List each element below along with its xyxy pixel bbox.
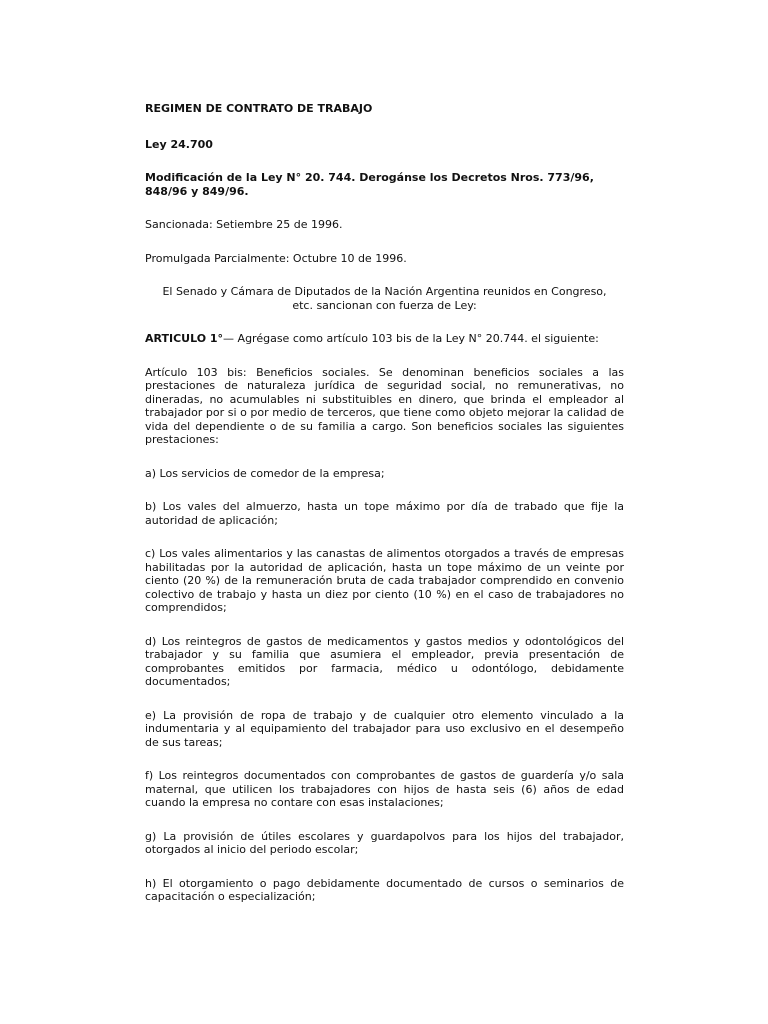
law-number: Ley 24.700 — [145, 137, 213, 151]
list-item-f: f) Los reintegros documentados con comprobantes de gastos de guardería y/o sala maternal, que utilicen los trabajadores con hijos de hasta seis (6) años de edad cuando la empresa no contare con esas instalaciones; — [145, 769, 624, 809]
decree-line-1: El Senado y Cámara de Diputados de la Nación Argentina reunidos en Congreso, — [162, 285, 607, 298]
list-item-c: c) Los vales alimentarios y las canastas de alimentos otorgados a través de empresas habilitadas por la autoridad de aplicación, hasta un tope máximo de un veinte por ciento (20 %) de la remuneración bruta de cada trabajador comprendido en convenio colectivo de trabajo y hasta un diez por ciento (10 %) en el caso de trabajadores no comprendidos; — [145, 547, 624, 614]
list-item-e: e) La provisión de ropa de trabajo y de cualquier otro elemento vinculado a la indumentaria y al equipamiento del trabajador para uso exclusivo en el desempeño de sus tareas; — [145, 708, 624, 749]
promulgated-date: Promulgada Parcialmente: Octubre 10 de 1996. — [145, 251, 407, 265]
list-item-b: b) Los vales del almuerzo, hasta un tope máximo por día de trabado que fije la autoridad de aplicación; — [145, 500, 624, 527]
decree-formula — [145, 285, 624, 312]
article-1 — [145, 332, 624, 346]
list-item-g: g) La provisión de útiles escolares y guardapolvos para los hijos del trabajador, otorgados al inicio del periodo escolar; — [145, 829, 624, 856]
list-item-a: a) Los servicios de comedor de la empresa; — [145, 466, 385, 480]
sanctioned-date: Sancionada: Setiembre 25 de 1996. — [145, 218, 343, 231]
list-item-d: d) Los reintegros de gastos de medicamentos y gastos medios y odontológicos del trabajador y su familia que asumiera el empleador, previa presentación de comprobantes emitidos por farmacia, médico u odontólogo, debidamente documentados; — [145, 634, 624, 688]
article-1-label: ARTICULO 1° — [145, 332, 224, 345]
list-item-h: h) El otorgamiento o pago debidamente documentado de cursos o seminarios de capacitación o especialización; — [145, 876, 624, 903]
article-103-bis: Artículo 103 bis: Beneficios sociales. Se denominan beneficios sociales a las prestaciones de naturaleza jurídica de seguridad social, no remunerativas, no dineradas, no acumulables ni substituibles en dinero, que brinda el empleador al trabajador por si o por medio de terceros, que tiene como objeto mejorar la calidad de vida del dependiente o de su familia a cargo. Son beneficios sociales las siguientes prestaciones: — [145, 365, 624, 446]
document-title: REGIMEN DE CONTRATO DE TRABAJO — [145, 102, 373, 115]
document-page — [145, 102, 624, 924]
law-subtitle: Modificación de la Ley N° 20. 744. Derogánse los Decretos Nros. 773/96, 848/96 y 849/96. — [145, 171, 594, 198]
article-1-text: — Agrégase como artículo 103 bis de la Ley N° 20.744. el siguiente: — [223, 332, 599, 345]
decree-line-2: etc. sancionan con fuerza de Ley: — [292, 298, 477, 312]
